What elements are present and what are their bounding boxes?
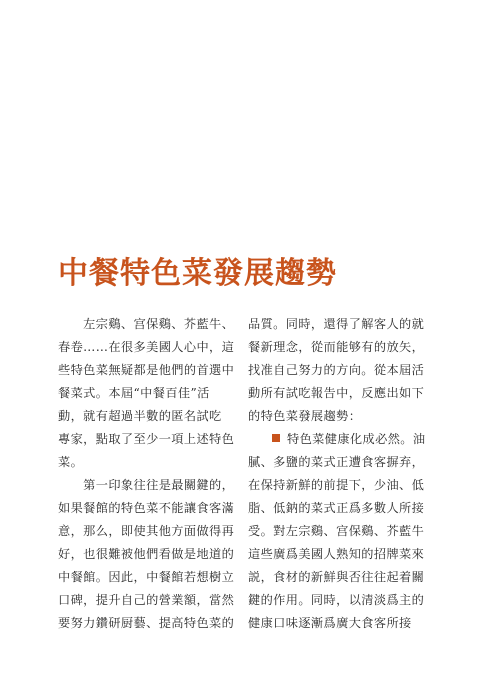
text-line: 中餐館。因此，中餐館若想樹立 xyxy=(58,570,235,584)
text-line: 如果餐館的特色菜不能讓食客滿 xyxy=(58,501,235,515)
text-line: 要努力鑽研厨藝、提高特色菜的 xyxy=(58,616,235,630)
text-line: 動，就有超過半數的匿名試吃 xyxy=(58,409,222,423)
left-text-column xyxy=(58,313,236,635)
text-line: 左宗鷄、宫保鷄、芥藍牛、 xyxy=(58,317,235,331)
bullet-line xyxy=(248,428,426,451)
text-line: 品質。同時，還得了解客人的就 xyxy=(248,317,425,331)
text-line: 受。對左宗鷄、宫保鷄、芥藍牛 xyxy=(248,524,425,538)
text-line: 在保持新鮮的前提下，少油、低 xyxy=(248,478,425,492)
text-line: 餐新理念，從而能够有的放矢， xyxy=(248,340,425,354)
text-line: 菜。 xyxy=(58,455,84,469)
text-line: 鍵的作用。同時，以清淡爲主的 xyxy=(248,593,425,607)
text-line: 膩、多鹽的菜式正遭食客摒弃， xyxy=(248,455,425,469)
text-line: 餐菜式。本屆“中餐百佳”活 xyxy=(58,386,210,400)
text-line: 些特色菜無疑都是他們的首選中 xyxy=(58,363,235,377)
text-line: 口碑，提升自己的營業額，當然 xyxy=(58,593,235,607)
text-line: 這些廣爲美國人熟知的招牌菜來 xyxy=(248,547,425,561)
text-line: 專家，點取了至少一項上述特色 xyxy=(58,432,235,446)
text-line: 第一印象往往是最關鍵的， xyxy=(58,478,235,492)
text-line: 特色菜健康化成必然。油 xyxy=(287,432,426,446)
text-line: 健康口味逐漸爲廣大食客所接 xyxy=(248,616,412,630)
right-text-column xyxy=(248,313,426,635)
square-bullet-icon xyxy=(272,434,280,442)
text-line: 説，食材的新鮮與否往往起着關 xyxy=(248,570,425,584)
text-line: 意，那么，即使其他方面做得再 xyxy=(58,524,235,538)
article-title: 中餐特色菜發展趨勢 xyxy=(58,256,337,292)
text-line: 春卷……在很多美國人心中，這 xyxy=(58,340,235,354)
text-line: 脂、低鈉的菜式正爲多數人所接 xyxy=(248,501,425,515)
text-line: 找准自己努力的方向。從本屆活 xyxy=(248,363,425,377)
text-line: 好，也很難被他們看做是地道的 xyxy=(58,547,235,561)
text-line: 動所有試吃報告中，反應出如下 xyxy=(248,386,425,400)
text-line: 的特色菜發展趨勢： xyxy=(248,409,362,423)
